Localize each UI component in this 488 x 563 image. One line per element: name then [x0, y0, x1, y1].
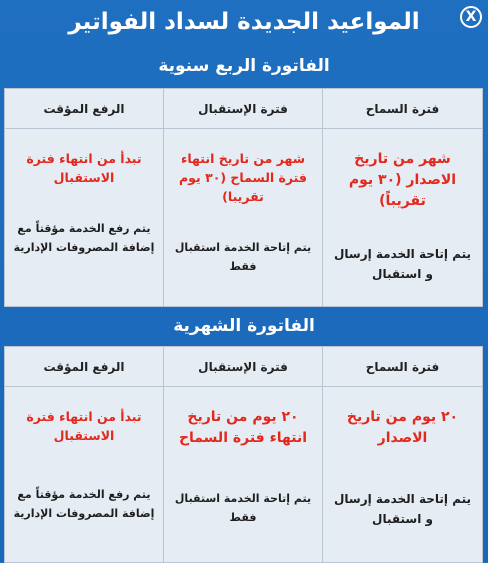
column-header-grace: فترة السماح [323, 347, 483, 387]
close-icon[interactable]: X [460, 6, 482, 28]
period-duration: شهر من تاريخ الاصدار (٣٠ يوم تقريباً) [348, 151, 457, 209]
cell-suspend [5, 387, 164, 563]
column-header-grace: فترة السماح [323, 89, 483, 129]
page-title: المواعيد الجديدة لسداد الفواتير [68, 9, 420, 35]
section-title-monthly: الفاتورة الشهرية [173, 316, 315, 336]
column-header-suspend: الرفع المؤقت [5, 347, 164, 387]
period-service: يتم رفع الخدمة مؤقتاً مع إضافة المصروفات الإدارية [13, 222, 155, 254]
table-header-row [5, 347, 483, 387]
period-duration: تبدأ من انتهاء فترة الاستقبال [26, 151, 142, 185]
cell-grace [323, 129, 483, 307]
period-service: يتم إتاحة الخدمة إرسال و استقبال [333, 247, 472, 281]
table-row [5, 387, 483, 563]
period-duration: ٢٠ يوم من تاريخ الاصدار [346, 409, 459, 446]
column-header-suspend: الرفع المؤقت [5, 89, 164, 129]
period-service: يتم إتاحة الخدمة استقبال فقط [174, 241, 312, 273]
cell-suspend [5, 129, 164, 307]
period-duration: شهر من تاريخ انتهاء فترة السماح (٣٠ يوم تقريبا) [179, 151, 307, 204]
period-duration: ٢٠ يوم من تاريخ انتهاء فترة السماح [178, 409, 308, 446]
monthly-table [4, 346, 483, 563]
page-header [0, 0, 488, 44]
section-title-quarterly: الفاتورة الربع سنوية [158, 56, 330, 76]
cell-receive [164, 387, 323, 563]
table-row [5, 129, 483, 307]
period-service: يتم إتاحة الخدمة استقبال فقط [174, 492, 312, 524]
period-service: يتم رفع الخدمة مؤقتاً مع إضافة المصروفات الإدارية [13, 488, 155, 520]
period-duration: تبدأ من انتهاء فترة الاستقبال [26, 409, 142, 443]
quarterly-table [4, 88, 483, 307]
column-header-receive: فترة الإستقبال [164, 347, 323, 387]
column-header-receive: فترة الإستقبال [164, 89, 323, 129]
cell-grace [323, 387, 483, 563]
period-service: يتم إتاحة الخدمة إرسال و استقبال [333, 492, 472, 526]
table-header-row [5, 89, 483, 129]
cell-receive [164, 129, 323, 307]
